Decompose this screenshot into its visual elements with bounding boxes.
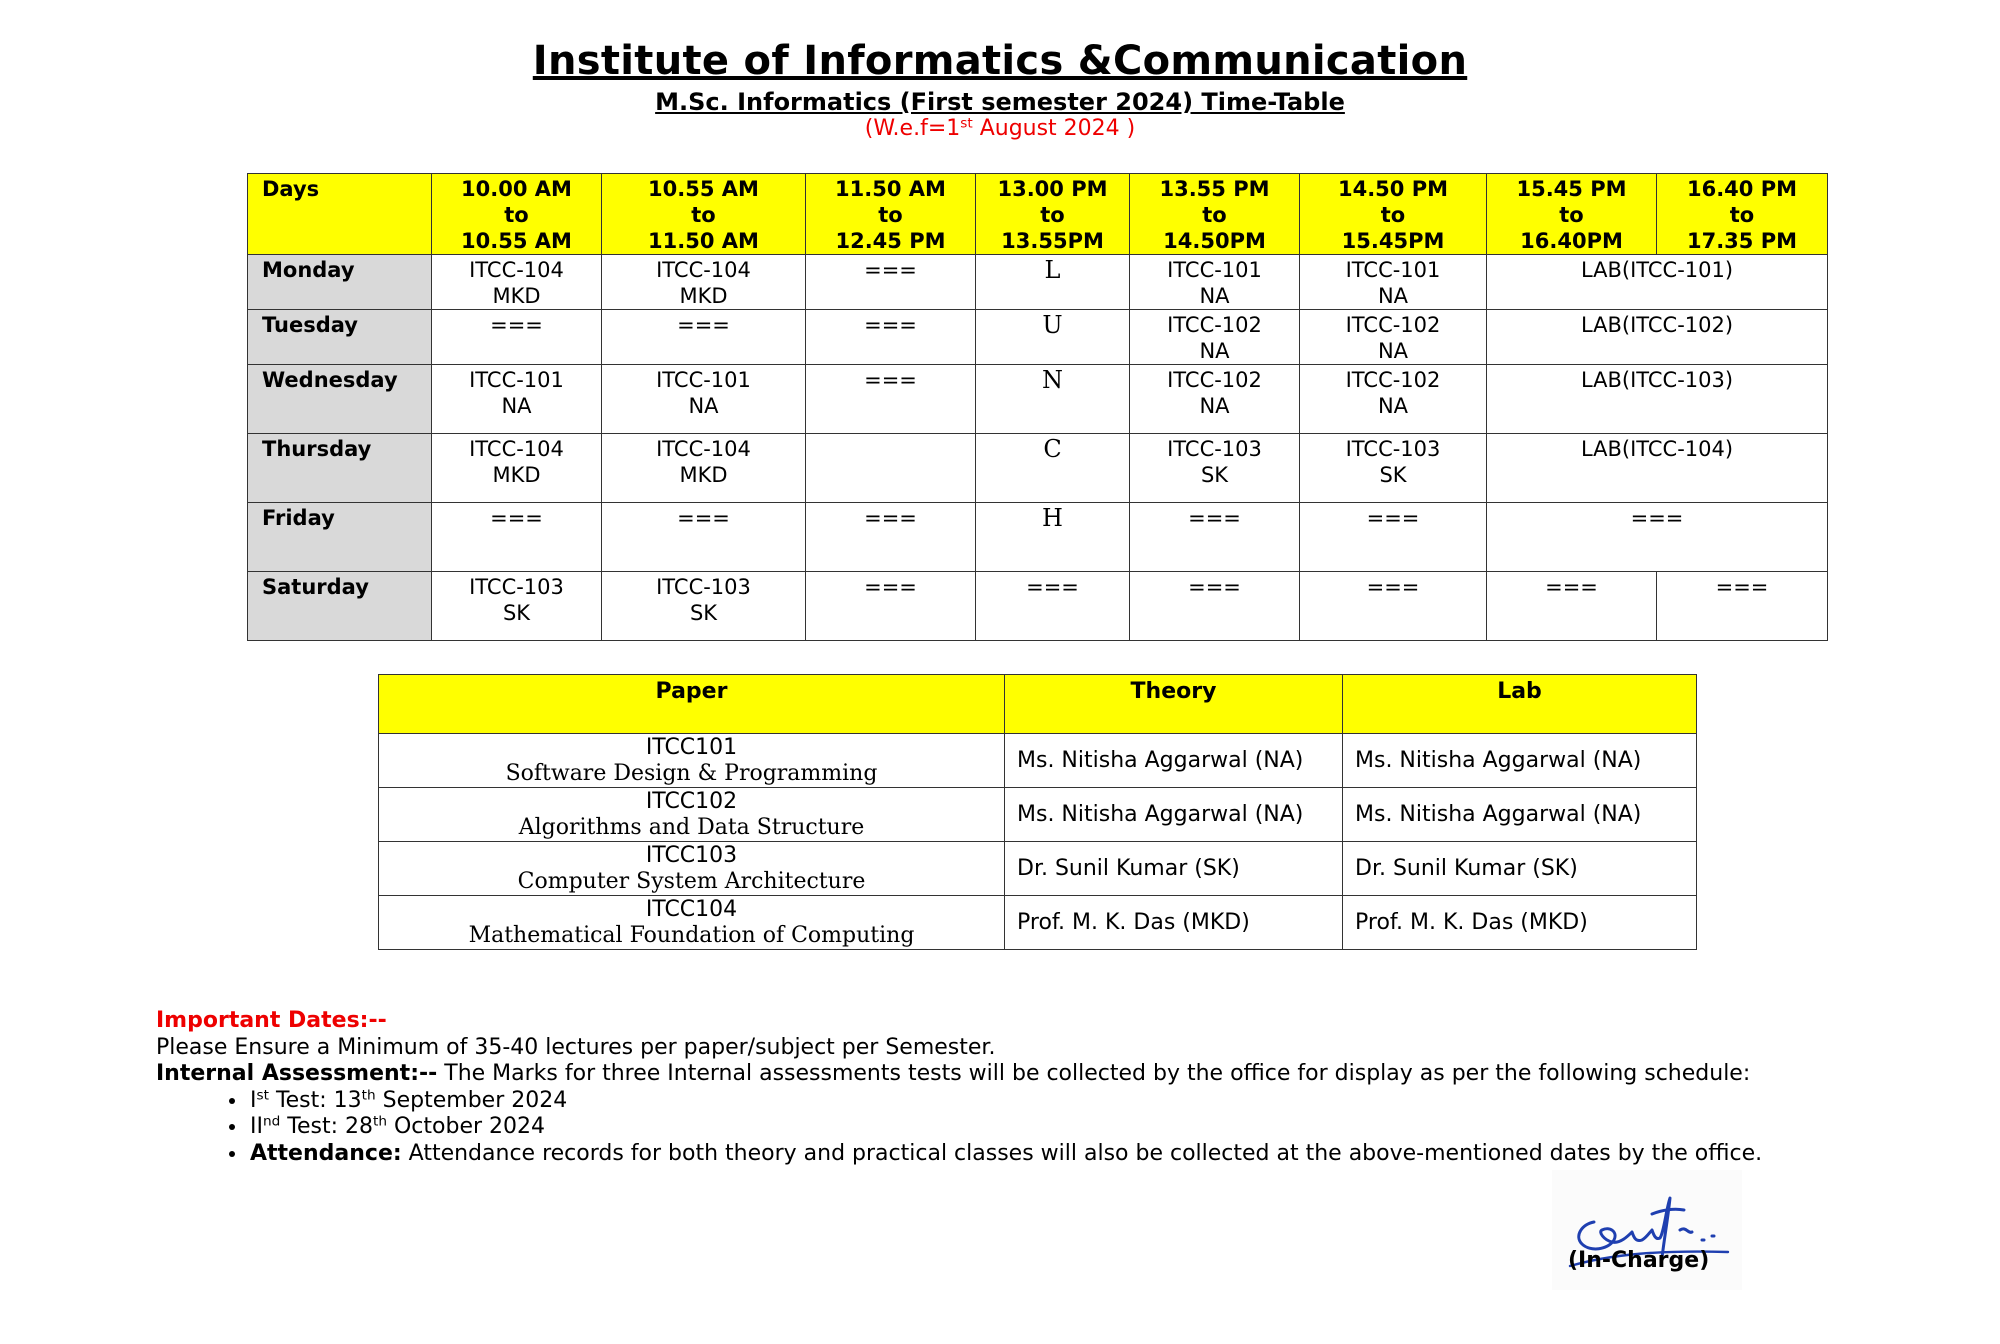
course-code: ITCC-101	[1167, 258, 1262, 282]
paper-code: ITCC103	[645, 842, 738, 868]
paper-cell	[379, 734, 1005, 788]
paper-row	[379, 896, 1697, 950]
course-code: ===	[1188, 506, 1241, 530]
ia-label: Internal Assessment:--	[156, 1061, 438, 1086]
test-date-month: September 2024	[375, 1087, 568, 1113]
course-code: ===	[677, 506, 730, 530]
lab-cell: LAB(ITCC-103)	[1487, 365, 1828, 434]
day-label: Thursday	[248, 434, 432, 503]
slot-header	[432, 174, 602, 255]
paper-name: Mathematical Foundation of Computing	[468, 922, 915, 948]
course-code: ITCC-102	[1345, 313, 1441, 337]
class-cell	[806, 310, 976, 365]
paper-header: Paper	[379, 675, 1005, 734]
slot-start: 15.45 PM	[1516, 177, 1627, 201]
class-cell	[602, 572, 806, 641]
slot-start: 14.50 PM	[1337, 177, 1449, 201]
lab-cell: LAB(ITCC-101)	[1487, 255, 1828, 310]
theory-header: Theory	[1005, 675, 1343, 734]
incharge-label: (In-Charge)	[1568, 1248, 1710, 1273]
timetable-row-tuesday	[248, 310, 1828, 365]
course-code: ===	[864, 258, 917, 282]
course-code: ===	[864, 368, 917, 392]
class-cell	[1130, 310, 1300, 365]
class-cell	[1300, 365, 1487, 434]
course-code: ===	[490, 506, 543, 530]
class-cell	[1130, 365, 1300, 434]
timetable-row-saturday	[248, 572, 1828, 641]
class-cell	[602, 365, 806, 434]
course-code: ITCC-101	[1345, 258, 1441, 282]
wef-sup: st	[960, 115, 973, 132]
teacher-code: NA	[501, 394, 532, 418]
class-cell	[432, 503, 602, 572]
day-label: Friday	[248, 503, 432, 572]
slot-header	[602, 174, 806, 255]
timetable-header-row	[248, 174, 1828, 255]
paper-row	[379, 788, 1697, 842]
test-date-month: October 2024	[386, 1114, 546, 1139]
course-code: ITCC-102	[1167, 313, 1262, 337]
teacher-code: MKD	[679, 463, 728, 487]
slot-end: 10.55 AM	[461, 229, 572, 253]
slot-to: to	[691, 203, 716, 227]
course-code: ===	[1366, 506, 1420, 530]
paper-name: Computer System Architecture	[517, 868, 866, 894]
ia-text: The Marks for three Internal assessments tests will be collected by the office for display as per the following schedule:	[437, 1061, 1751, 1086]
teacher-code: NA	[1377, 394, 1409, 418]
slot-header	[1487, 174, 1657, 255]
paper-code: ITCC104	[645, 896, 738, 922]
class-cell	[432, 365, 602, 434]
course-code: ===	[490, 313, 543, 337]
paper-row	[379, 734, 1697, 788]
theory-teacher: Dr. Sunil Kumar (SK)	[1005, 842, 1343, 896]
teacher-code: MKD	[679, 284, 728, 308]
important-dates-heading: Important Dates:--	[156, 1008, 387, 1033]
test-ordinal-sup: nd	[262, 1113, 281, 1130]
day-label: Wednesday	[248, 365, 432, 434]
lunch-letter: U	[976, 310, 1130, 365]
list-item	[248, 1114, 1956, 1141]
test-ordinal-sup: st	[256, 1087, 269, 1103]
lab-teacher: Dr. Sunil Kumar (SK)	[1343, 842, 1697, 896]
attendance-label: Attendance:	[250, 1140, 402, 1166]
paper-name: Algorithms and Data Structure	[518, 814, 865, 840]
slot-end: 15.45PM	[1341, 229, 1445, 253]
wef-prefix: (W.e.f=1	[864, 116, 961, 141]
test-date-day: Test: 28	[280, 1114, 373, 1139]
course-code: ===	[864, 575, 917, 599]
class-cell	[432, 434, 602, 503]
slot-start: 13.00 PM	[997, 177, 1108, 201]
slot-start: 10.55 AM	[648, 177, 759, 201]
teacher-code: NA	[1377, 339, 1409, 363]
minimum-lectures-note: Please Ensure a Minimum of 35-40 lectures per paper/subject per Semester.	[156, 1034, 996, 1060]
day-label: Saturday	[248, 572, 432, 641]
lab-cell: LAB(ITCC-104)	[1487, 434, 1828, 503]
class-cell	[432, 255, 602, 310]
lunch-letter: L	[976, 255, 1130, 310]
wef-suffix: August 2024 )	[972, 116, 1136, 141]
course-code: ITCC-104	[656, 258, 751, 282]
paper-row	[379, 842, 1697, 896]
test-ordinal: I	[250, 1087, 257, 1113]
timetable-row-friday	[248, 503, 1828, 572]
lunch-letter: C	[976, 434, 1130, 503]
lab-cell: ===	[1487, 503, 1828, 572]
course-code: ITCC-101	[469, 368, 564, 392]
lab-header: Lab	[1343, 675, 1697, 734]
teacher-code: SK	[1379, 463, 1407, 487]
timetable	[247, 173, 1828, 641]
class-cell: ===	[1657, 572, 1828, 641]
course-code: ITCC-103	[469, 575, 564, 599]
slot-start: 10.00 AM	[461, 177, 572, 201]
timetable-row-thursday	[248, 434, 1828, 503]
theory-teacher: Prof. M. K. Das (MKD)	[1005, 896, 1343, 950]
slot-start: 13.55 PM	[1159, 177, 1270, 201]
notes-section	[156, 1008, 1956, 1167]
internal-assessment-note	[156, 1061, 1956, 1088]
slot-to: to	[1380, 203, 1406, 227]
teacher-code: SK	[1200, 463, 1229, 487]
theory-teacher: Ms. Nitisha Aggarwal (NA)	[1005, 788, 1343, 842]
paper-cell	[379, 842, 1005, 896]
class-cell	[1300, 310, 1487, 365]
teacher-code: NA	[1199, 339, 1230, 363]
slot-end: 14.50PM	[1163, 229, 1266, 253]
class-cell	[1130, 503, 1300, 572]
course-code: ITCC-104	[469, 437, 564, 461]
class-cell	[432, 310, 602, 365]
class-cell	[1130, 572, 1300, 641]
effective-date	[0, 116, 2000, 141]
teacher-code: MKD	[492, 463, 541, 487]
course-code: ===	[1366, 575, 1420, 599]
slot-to: to	[878, 203, 903, 227]
days-header: Days	[248, 174, 432, 255]
test-date-sup: th	[361, 1087, 376, 1103]
course-code: ===	[677, 313, 730, 337]
list-item	[248, 1088, 1956, 1115]
course-code: ITCC-103	[656, 575, 751, 599]
class-cell	[432, 572, 602, 641]
schedule-list	[156, 1088, 1956, 1168]
class-cell	[1300, 572, 1487, 641]
slot-end: 12.45 PM	[835, 229, 946, 253]
class-cell	[1300, 434, 1487, 503]
lab-teacher: Ms. Nitisha Aggarwal (NA)	[1343, 788, 1697, 842]
course-code: ===	[1188, 575, 1241, 599]
slot-end: 13.55PM	[1001, 229, 1104, 253]
day-label: Monday	[248, 255, 432, 310]
teacher-code: NA	[1377, 284, 1409, 308]
course-code: ITCC-104	[469, 258, 564, 282]
paper-code: ITCC101	[645, 734, 738, 760]
class-cell	[806, 572, 976, 641]
paper-cell	[379, 788, 1005, 842]
slot-to: to	[1202, 203, 1227, 227]
test-ordinal: II	[250, 1114, 263, 1139]
teacher-code: SK	[689, 601, 718, 625]
class-cell: ===	[1487, 572, 1657, 641]
slot-header	[1300, 174, 1487, 255]
lab-teacher: Prof. M. K. Das (MKD)	[1343, 896, 1697, 950]
slot-start: 11.50 AM	[835, 177, 946, 201]
slot-end: 11.50 AM	[648, 229, 759, 253]
slot-header	[976, 174, 1130, 255]
lunch-letter: N	[976, 365, 1130, 434]
attendance-text: Attendance records for both theory and practical classes will also be collected at the above-mentioned dates by the office.	[401, 1140, 1763, 1166]
class-cell	[806, 503, 976, 572]
slot-to: to	[1729, 203, 1755, 227]
course-code: ===	[864, 506, 917, 530]
theory-teacher: Ms. Nitisha Aggarwal (NA)	[1005, 734, 1343, 788]
class-cell	[1300, 255, 1487, 310]
course-code: ITCC-102	[1167, 368, 1262, 392]
test-date-sup: th	[373, 1113, 387, 1130]
class-cell	[1130, 255, 1300, 310]
class-cell	[1300, 503, 1487, 572]
slot-header	[806, 174, 976, 255]
day-label: Tuesday	[248, 310, 432, 365]
class-cell	[602, 503, 806, 572]
lab-cell: LAB(ITCC-102)	[1487, 310, 1828, 365]
papers-table	[378, 674, 1697, 950]
class-cell	[602, 434, 806, 503]
page-title: Institute of Informatics &Communication	[532, 38, 1468, 84]
timetable-row-wednesday	[248, 365, 1828, 434]
class-cell: ===	[976, 572, 1130, 641]
slot-end: 16.40PM	[1520, 229, 1623, 253]
list-item	[248, 1141, 1956, 1168]
slot-to: to	[1040, 203, 1065, 227]
class-cell	[806, 255, 976, 310]
course-code: ITCC-101	[656, 368, 751, 392]
teacher-code: NA	[688, 394, 719, 418]
course-code: ===	[864, 313, 917, 337]
slot-to: to	[1559, 203, 1584, 227]
test-date-day: Test: 13	[268, 1087, 362, 1113]
class-cell	[806, 434, 976, 503]
teacher-code: MKD	[492, 284, 541, 308]
paper-cell	[379, 896, 1005, 950]
papers-header-row	[379, 675, 1697, 734]
class-cell	[602, 310, 806, 365]
course-code: ITCC-102	[1345, 368, 1441, 392]
paper-code: ITCC102	[645, 788, 738, 814]
slot-header	[1657, 174, 1828, 255]
slot-end: 17.35 PM	[1686, 229, 1798, 253]
course-code: ITCC-103	[1345, 437, 1441, 461]
lunch-letter: H	[976, 503, 1130, 572]
teacher-code: NA	[1199, 394, 1230, 418]
class-cell	[602, 255, 806, 310]
lab-teacher: Ms. Nitisha Aggarwal (NA)	[1343, 734, 1697, 788]
slot-header	[1130, 174, 1300, 255]
teacher-code: SK	[502, 601, 531, 625]
paper-name: Software Design & Programming	[505, 760, 878, 786]
timetable-row-monday	[248, 255, 1828, 310]
slot-to: to	[504, 203, 529, 227]
slot-start: 16.40 PM	[1686, 177, 1798, 201]
course-code: ITCC-103	[1167, 437, 1262, 461]
teacher-code: NA	[1199, 284, 1230, 308]
course-code: ITCC-104	[656, 437, 751, 461]
class-cell	[806, 365, 976, 434]
class-cell	[1130, 434, 1300, 503]
page-subtitle: M.Sc. Informatics (First semester 2024) Time-Table	[655, 88, 1345, 116]
